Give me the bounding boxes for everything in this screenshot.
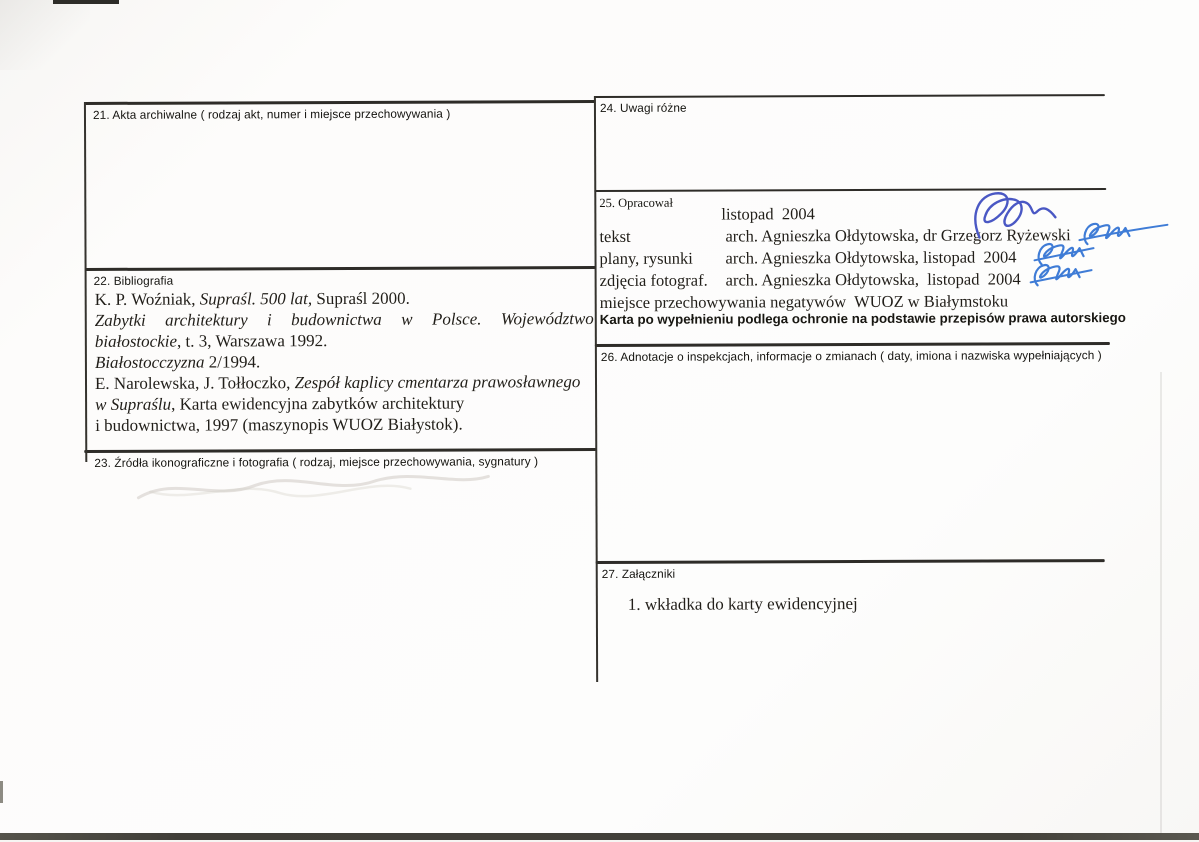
section-22-header: 22. Bibliografia [93,273,174,288]
bibliography-entry: Zabytki architektury i budownictwa w Polsce. Województwo [94,309,594,330]
divider-line [595,342,1110,347]
divider-line [596,559,1105,564]
paper-edge-shadow [1160,372,1162,833]
credit-label: tekst [599,226,631,247]
credit-row-plany [599,246,1107,270]
credit-value: arch. Agnieszka Ołdytowska, listopad 2004 [725,247,1017,268]
bibliography-entry: Białostocczyzna 2/1994. [94,352,261,372]
scan-edge-mark-left [0,781,3,803]
bibliography-entry: białostockie, t. 3, Warszawa 1992. [94,331,328,351]
divider-line [86,266,596,271]
negatives-storage-line: miejsce przechowywania negatywów WUOZ w Białymstoku [599,291,1009,313]
credit-label: plany, rysunki [599,248,693,269]
bibliography-text [95,287,595,436]
credit-value: arch. Agnieszka Ołdytowska, listopad 2004 [725,269,1021,290]
attachment-item: 1. wkładka do karty ewidencyjnej [627,594,858,614]
scan-edge-shadow-bottom [0,833,1199,840]
divider-line [594,94,1105,98]
bibliography-entry: w Supraślu, Karta ewidencyjna zabytków architektury [95,393,465,414]
divider-line [594,188,1106,192]
credit-value: arch. Agnieszka Ołdytowska, dr Grzegorz Ryżewski [725,225,1071,246]
section-26-header: 26. Adnotacje o inspekcjach, informacje o zmianach ( daty, imiona i nazwiska wypełniających ) [600,348,1102,364]
credit-row-zdjecia [600,268,1108,292]
column-divider-line [594,96,598,682]
divider-line [85,100,595,105]
section-23-header: 23. Źródła ikonograficzne i fotografia ( rodzaj, miejsce przechowywania, sygnatury ) [94,454,539,470]
copyright-notice: Karta po wypełnieniu podlega ochronie na podstawie przepisów prawa autorskiego [599,309,1126,328]
section-24-header: 24. Uwagi różne [599,100,687,115]
left-border-line [84,102,87,462]
section-21-header: 21. Akta archiwalne ( rodzaj akt, numer i miejsce przechowywania ) [92,106,451,122]
credit-label: zdjęcia fotograf. [599,270,708,291]
section-25-header: 25. Opracował [599,195,673,211]
credit-row-tekst [599,224,1107,248]
pencil-scribble-icon [130,462,500,513]
section-27-header: 27. Załączniki [601,566,676,581]
bibliography-entry: i budownictwa, 1997 (maszynopis WUOZ Białystok). [95,414,463,435]
date-line: listopad 2004 [721,204,815,224]
bibliography-entry: K. P. Woźniak, Supraśl. 500 lat, Supraśl 2000. [94,288,410,309]
divider-line [84,448,596,453]
section-25-body [599,202,1107,314]
bibliography-entry: E. Narolewska, J. Tołłoczko, Zespół kaplicy cmentarza prawosławnego [94,372,581,393]
